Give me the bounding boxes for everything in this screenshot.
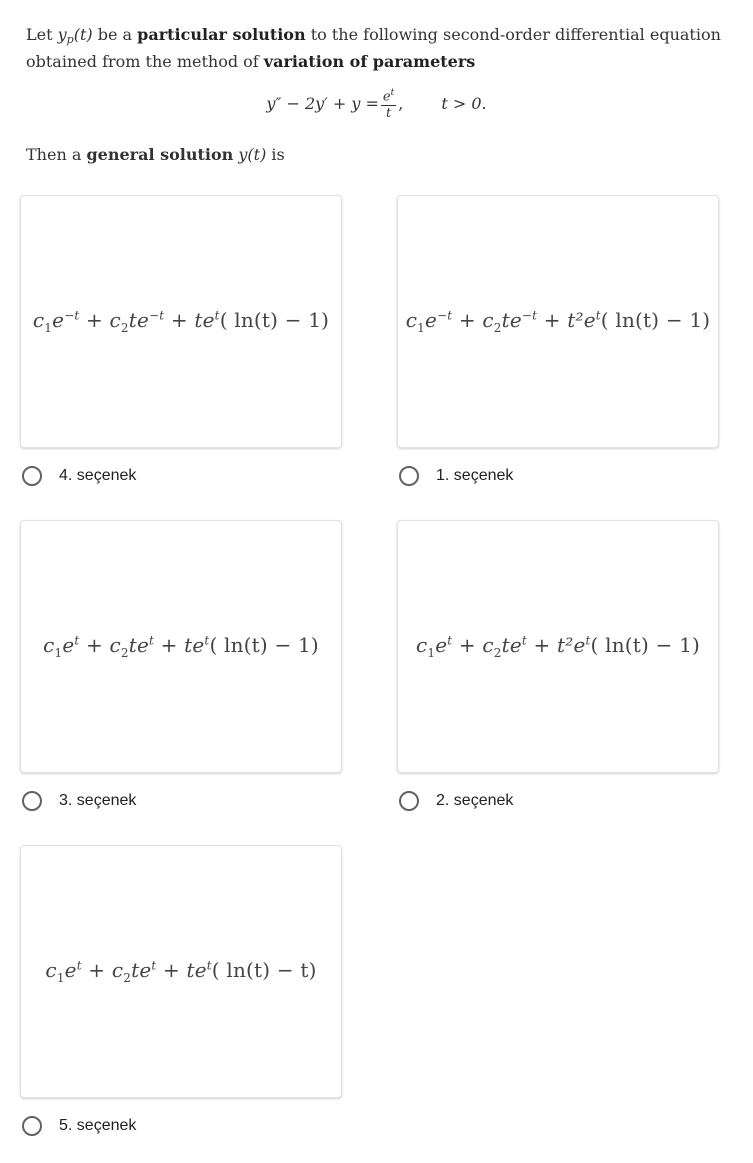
question-word: Let: [26, 25, 53, 44]
option-radio-row-opt5[interactable]: [22, 1116, 136, 1136]
option-label: 5. seçenek: [59, 1117, 137, 1134]
option-expression: $c_1e^t + c_2te^t + t^2e^t$( ln(t) − 1): [415, 633, 701, 660]
option-label: 1. seçenek: [436, 467, 514, 484]
option-radio-row-opt4[interactable]: [22, 466, 136, 486]
option-card-opt2[interactable]: [397, 520, 719, 773]
question-word: be a: [97, 25, 133, 44]
yp-symbol: $y_p(t)$: [57, 25, 93, 46]
option-card-opt3[interactable]: [20, 520, 342, 773]
equation-fraction: $\frac{e^t}{t}$: [382, 88, 395, 122]
question-text: [26, 24, 736, 73]
equation-comma: ,: [398, 94, 404, 114]
option-card-opt1[interactable]: [397, 195, 719, 448]
equation-lhs: y″ − 2y′ + y =: [266, 94, 379, 114]
bold-general-solution: general solution: [86, 145, 234, 164]
differential-equation: [0, 86, 753, 126]
radio-button[interactable]: [399, 466, 419, 486]
option-expression: $c_1e^t + c_2te^t + te^t$( ln(t) − t): [45, 958, 317, 985]
option-card-opt4[interactable]: [20, 195, 342, 448]
option-expression: $c_1e^t + c_2te^t + te^t$( ln(t) − 1): [43, 633, 319, 660]
option-label: 2. seçenek: [436, 792, 514, 809]
general-solution-prompt: Then a general solution y(t) is: [26, 145, 285, 164]
option-expression: $c_1e^{-t} + c_2te^{-t} + t^2e^t$( ln(t) − 1): [405, 308, 711, 335]
bold-variation-of-parameters: variation of parameters: [263, 52, 476, 71]
option-radio-row-opt2[interactable]: [399, 791, 513, 811]
option-radio-row-opt3[interactable]: [22, 791, 136, 811]
bold-particular-solution: particular solution: [137, 25, 306, 44]
option-radio-row-opt1[interactable]: [399, 466, 513, 486]
option-card-opt5[interactable]: [20, 845, 342, 1098]
option-label: 4. seçenek: [59, 467, 137, 484]
radio-button[interactable]: [22, 791, 42, 811]
radio-button[interactable]: [399, 791, 419, 811]
radio-button[interactable]: [22, 1116, 42, 1136]
option-expression: $c_1e^{-t} + c_2te^{-t} + te^t$( ln(t) − 1): [32, 308, 330, 335]
option-label: 3. seçenek: [59, 792, 137, 809]
y-of-t: y(t): [238, 145, 267, 164]
equation-condition: t > 0.: [441, 94, 487, 114]
question-sentence: to the following second-order differential equation obtained from the method of: [26, 25, 721, 71]
radio-button[interactable]: [22, 466, 42, 486]
